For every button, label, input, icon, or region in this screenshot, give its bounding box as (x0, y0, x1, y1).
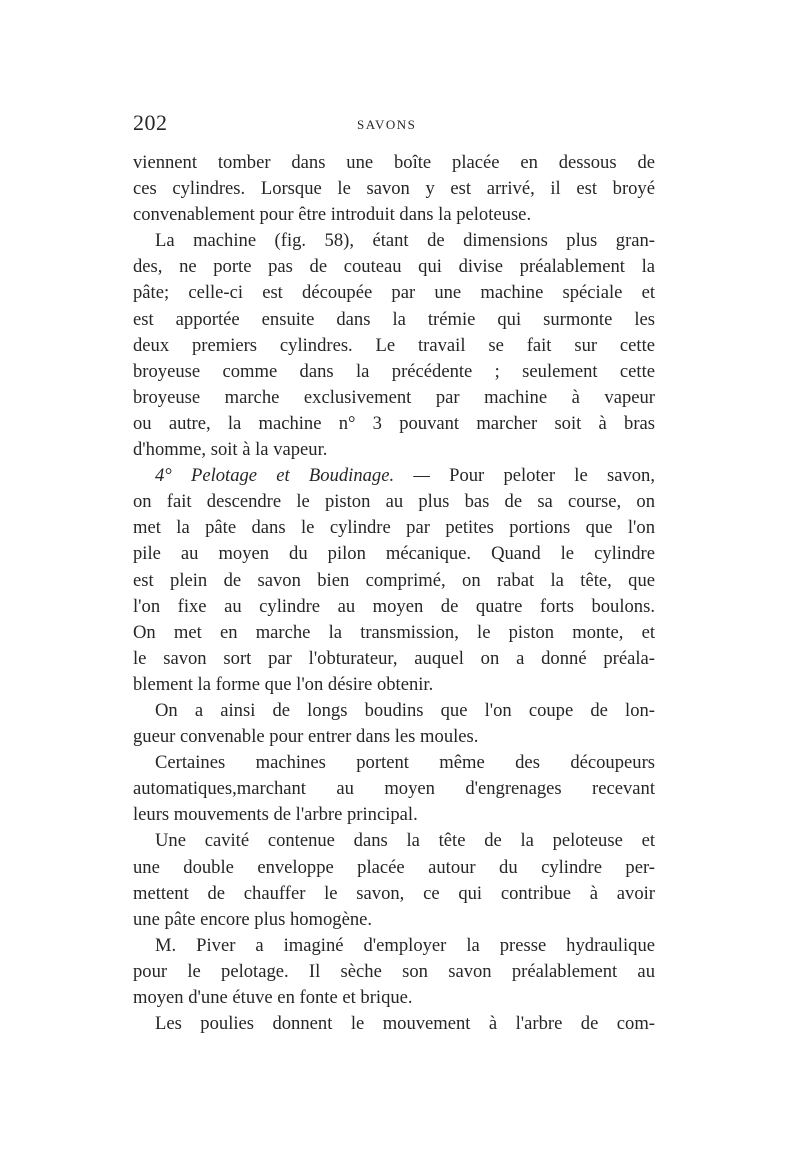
text-line: blement la forme que l'on désire obtenir. (133, 673, 434, 695)
text-line: deux premiers cylindres. Le travail se fait sur cette (133, 334, 655, 356)
text-line: moyen d'une étuve en fonte et brique. (133, 987, 413, 1008)
text-line: Une cavité contenue dans la tête de la peloteuse et (155, 830, 655, 852)
text-line: ces cylindres. Lorsque le savon y est arrivé, il est broyé (133, 178, 655, 200)
text-line: pâte; celle-ci est découpée par une machine spéciale et (133, 282, 655, 304)
text-line: d'homme, soit à la vapeur. (133, 439, 328, 461)
running-title: SAVONS (357, 117, 417, 132)
text-line: une double enveloppe placée autour du cylindre per- (133, 856, 655, 878)
text-line: met la pâte dans le cylindre par petites portions que l'on (133, 517, 655, 539)
text-line: ou autre, la machine n° 3 pouvant marcher soit à bras (133, 412, 655, 434)
text-line: On met en marche la transmission, le piston monte, et (133, 621, 655, 643)
text-line: pour le pelotage. Il sèche son savon préalablement au (133, 960, 655, 982)
text-line: une pâte encore plus homogène. (133, 908, 373, 930)
text-line: leurs mouvements de l'arbre principal. (133, 804, 418, 826)
text-line: Certaines machines portent même des découpeurs (155, 752, 655, 774)
page-number: 202 (133, 110, 168, 135)
text-line: mettent de chauffer le savon, ce qui contribue à avoir (133, 882, 655, 904)
text-line: l'on fixe au cylindre au moyen de quatre forts boulons. (133, 595, 655, 617)
text-line: M. Piver a imaginé d'employer la presse hydraulique (155, 934, 655, 956)
text-line: automatiques,marchant au moyen d'engrenages recevant (133, 778, 655, 800)
text-line: gueur convenable pour entrer dans les moules. (133, 726, 479, 748)
section-heading: 4° Pelotage et Boudinage. — (155, 465, 430, 487)
text-line: broyeuse comme dans la précédente ; seulement cette (133, 360, 655, 382)
text-line: Les poulies donnent le mouvement à l'arbre de com- (155, 1013, 655, 1035)
text-line: on fait descendre le piston au plus bas de sa course, on (133, 491, 655, 513)
text-line: La machine (fig. 58), étant de dimensions plus gran- (155, 230, 655, 252)
text-line: est apportée ensuite dans la trémie qui surmonte les (133, 308, 655, 330)
text-line: des, ne porte pas de couteau qui divise préalablement la (133, 256, 655, 278)
text-line: convenablement pour être introduit dans la peloteuse. (133, 204, 532, 226)
text-line: le savon sort par l'obturateur, auquel on a donné préala- (133, 647, 655, 669)
section-heading-line (133, 463, 655, 489)
text-line: Pour peloter le savon, (449, 465, 655, 487)
body-text (133, 150, 655, 1037)
text-line: est plein de savon bien comprimé, on rabat la tête, que (133, 569, 655, 591)
text-line: broyeuse marche exclusivement par machine à vapeur (133, 386, 655, 408)
text-line: On a ainsi de longs boudins que l'on coupe de lon- (155, 699, 655, 721)
text-line: pile au moyen du pilon mécanique. Quand le cylindre (133, 543, 655, 565)
text-line: viennent tomber dans une boîte placée en dessous de (133, 152, 655, 173)
